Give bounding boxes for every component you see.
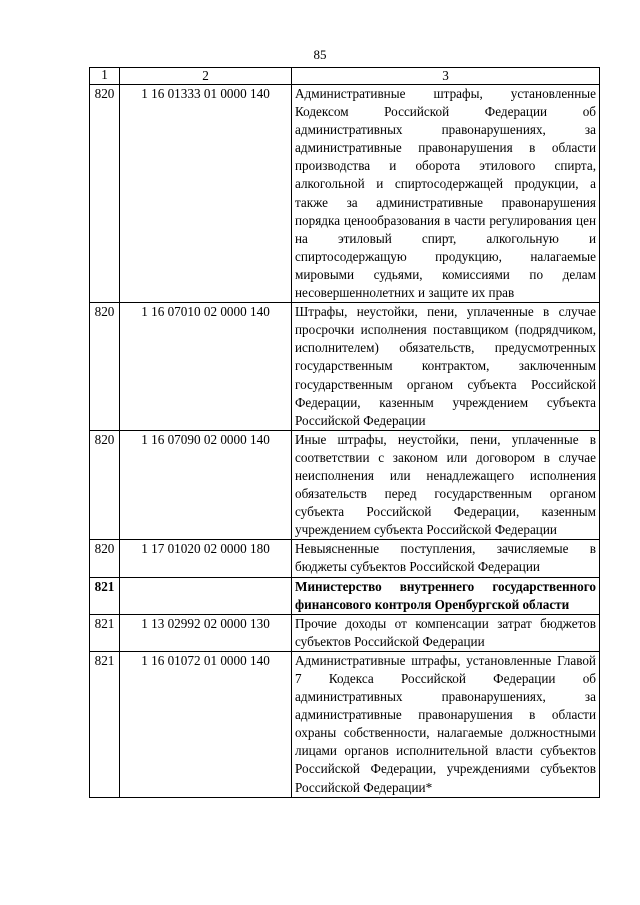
admin-code-cell: 821 bbox=[90, 577, 120, 614]
admin-code-cell: 821 bbox=[90, 651, 120, 797]
table-row bbox=[90, 651, 600, 797]
admin-code-cell: 821 bbox=[90, 614, 120, 651]
budget-codes-table bbox=[89, 67, 600, 798]
description-cell: Штрафы, неустойки, пени, уплаченные в случае просрочки исполнения поставщиком (подрядчиком, исполнителем) обязательств, предусмотренных государственным контрактом, заключенным государственным органом субъекта Российской Федерации, казенным учреждением субъекта Российской Федерации bbox=[292, 303, 600, 431]
table-row bbox=[90, 85, 600, 303]
table-row bbox=[90, 540, 600, 577]
table-row bbox=[90, 303, 600, 431]
revenue-code-cell: 1 17 01020 02 0000 180 bbox=[120, 540, 292, 577]
section-title-cell: Министерство внутреннего государственного финансового контроля Оренбургской области bbox=[292, 577, 600, 614]
revenue-code-cell: 1 16 07090 02 0000 140 bbox=[120, 430, 292, 540]
header-col-1: 1 bbox=[90, 68, 120, 85]
description-cell: Невыясненные поступления, зачисляемые в бюджеты субъектов Российской Федерации bbox=[292, 540, 600, 577]
description-cell: Административные штрафы, установленные Главой 7 Кодекса Российской Федерации об административных правонарушениях, за административные правонарушения в области охраны собственности, налагаемые должностными лицами органов исполнительной власти субъектов Российской Федерации, учреждениями субъектов Российской Федерации* bbox=[292, 651, 600, 797]
description-cell: Административные штрафы, установленные Кодексом Российской Федерации об административных правонарушениях, за административные правонарушения в области производства и оборота этилового спирта, алкогольной и спиртосодержащей продукции, а также за административные правонарушения порядка ценообразования в части регулирования цен на этиловый спирт, алкогольную и спиртосодержащую продукцию, налагаемые мировыми судьями, комиссиями по делам несовершеннолетних и защите их прав bbox=[292, 85, 600, 303]
header-col-2: 2 bbox=[120, 68, 292, 85]
revenue-code-cell: 1 16 07010 02 0000 140 bbox=[120, 303, 292, 431]
admin-code-cell: 820 bbox=[90, 430, 120, 540]
table-row bbox=[90, 430, 600, 540]
revenue-code-cell: 1 16 01333 01 0000 140 bbox=[120, 85, 292, 303]
admin-code-cell: 820 bbox=[90, 303, 120, 431]
admin-code-cell: 820 bbox=[90, 540, 120, 577]
header-col-3: 3 bbox=[292, 68, 600, 85]
page-number: 85 bbox=[313, 47, 327, 62]
admin-code-cell: 820 bbox=[90, 85, 120, 303]
revenue-code-cell bbox=[120, 577, 292, 614]
description-cell: Иные штрафы, неустойки, пени, уплаченные в соответствии с законом или договором в случае неисполнения или ненадлежащего исполнения обязательств перед государственным органом субъекта Российской Федерации, казенным учреждением субъекта Российской Федерации bbox=[292, 430, 600, 540]
table-row bbox=[90, 614, 600, 651]
revenue-code-cell: 1 13 02992 02 0000 130 bbox=[120, 614, 292, 651]
table-header-row bbox=[90, 68, 600, 85]
revenue-code-cell: 1 16 01072 01 0000 140 bbox=[120, 651, 292, 797]
description-cell: Прочие доходы от компенсации затрат бюджетов субъектов Российской Федерации bbox=[292, 614, 600, 651]
table-section-row bbox=[90, 577, 600, 614]
